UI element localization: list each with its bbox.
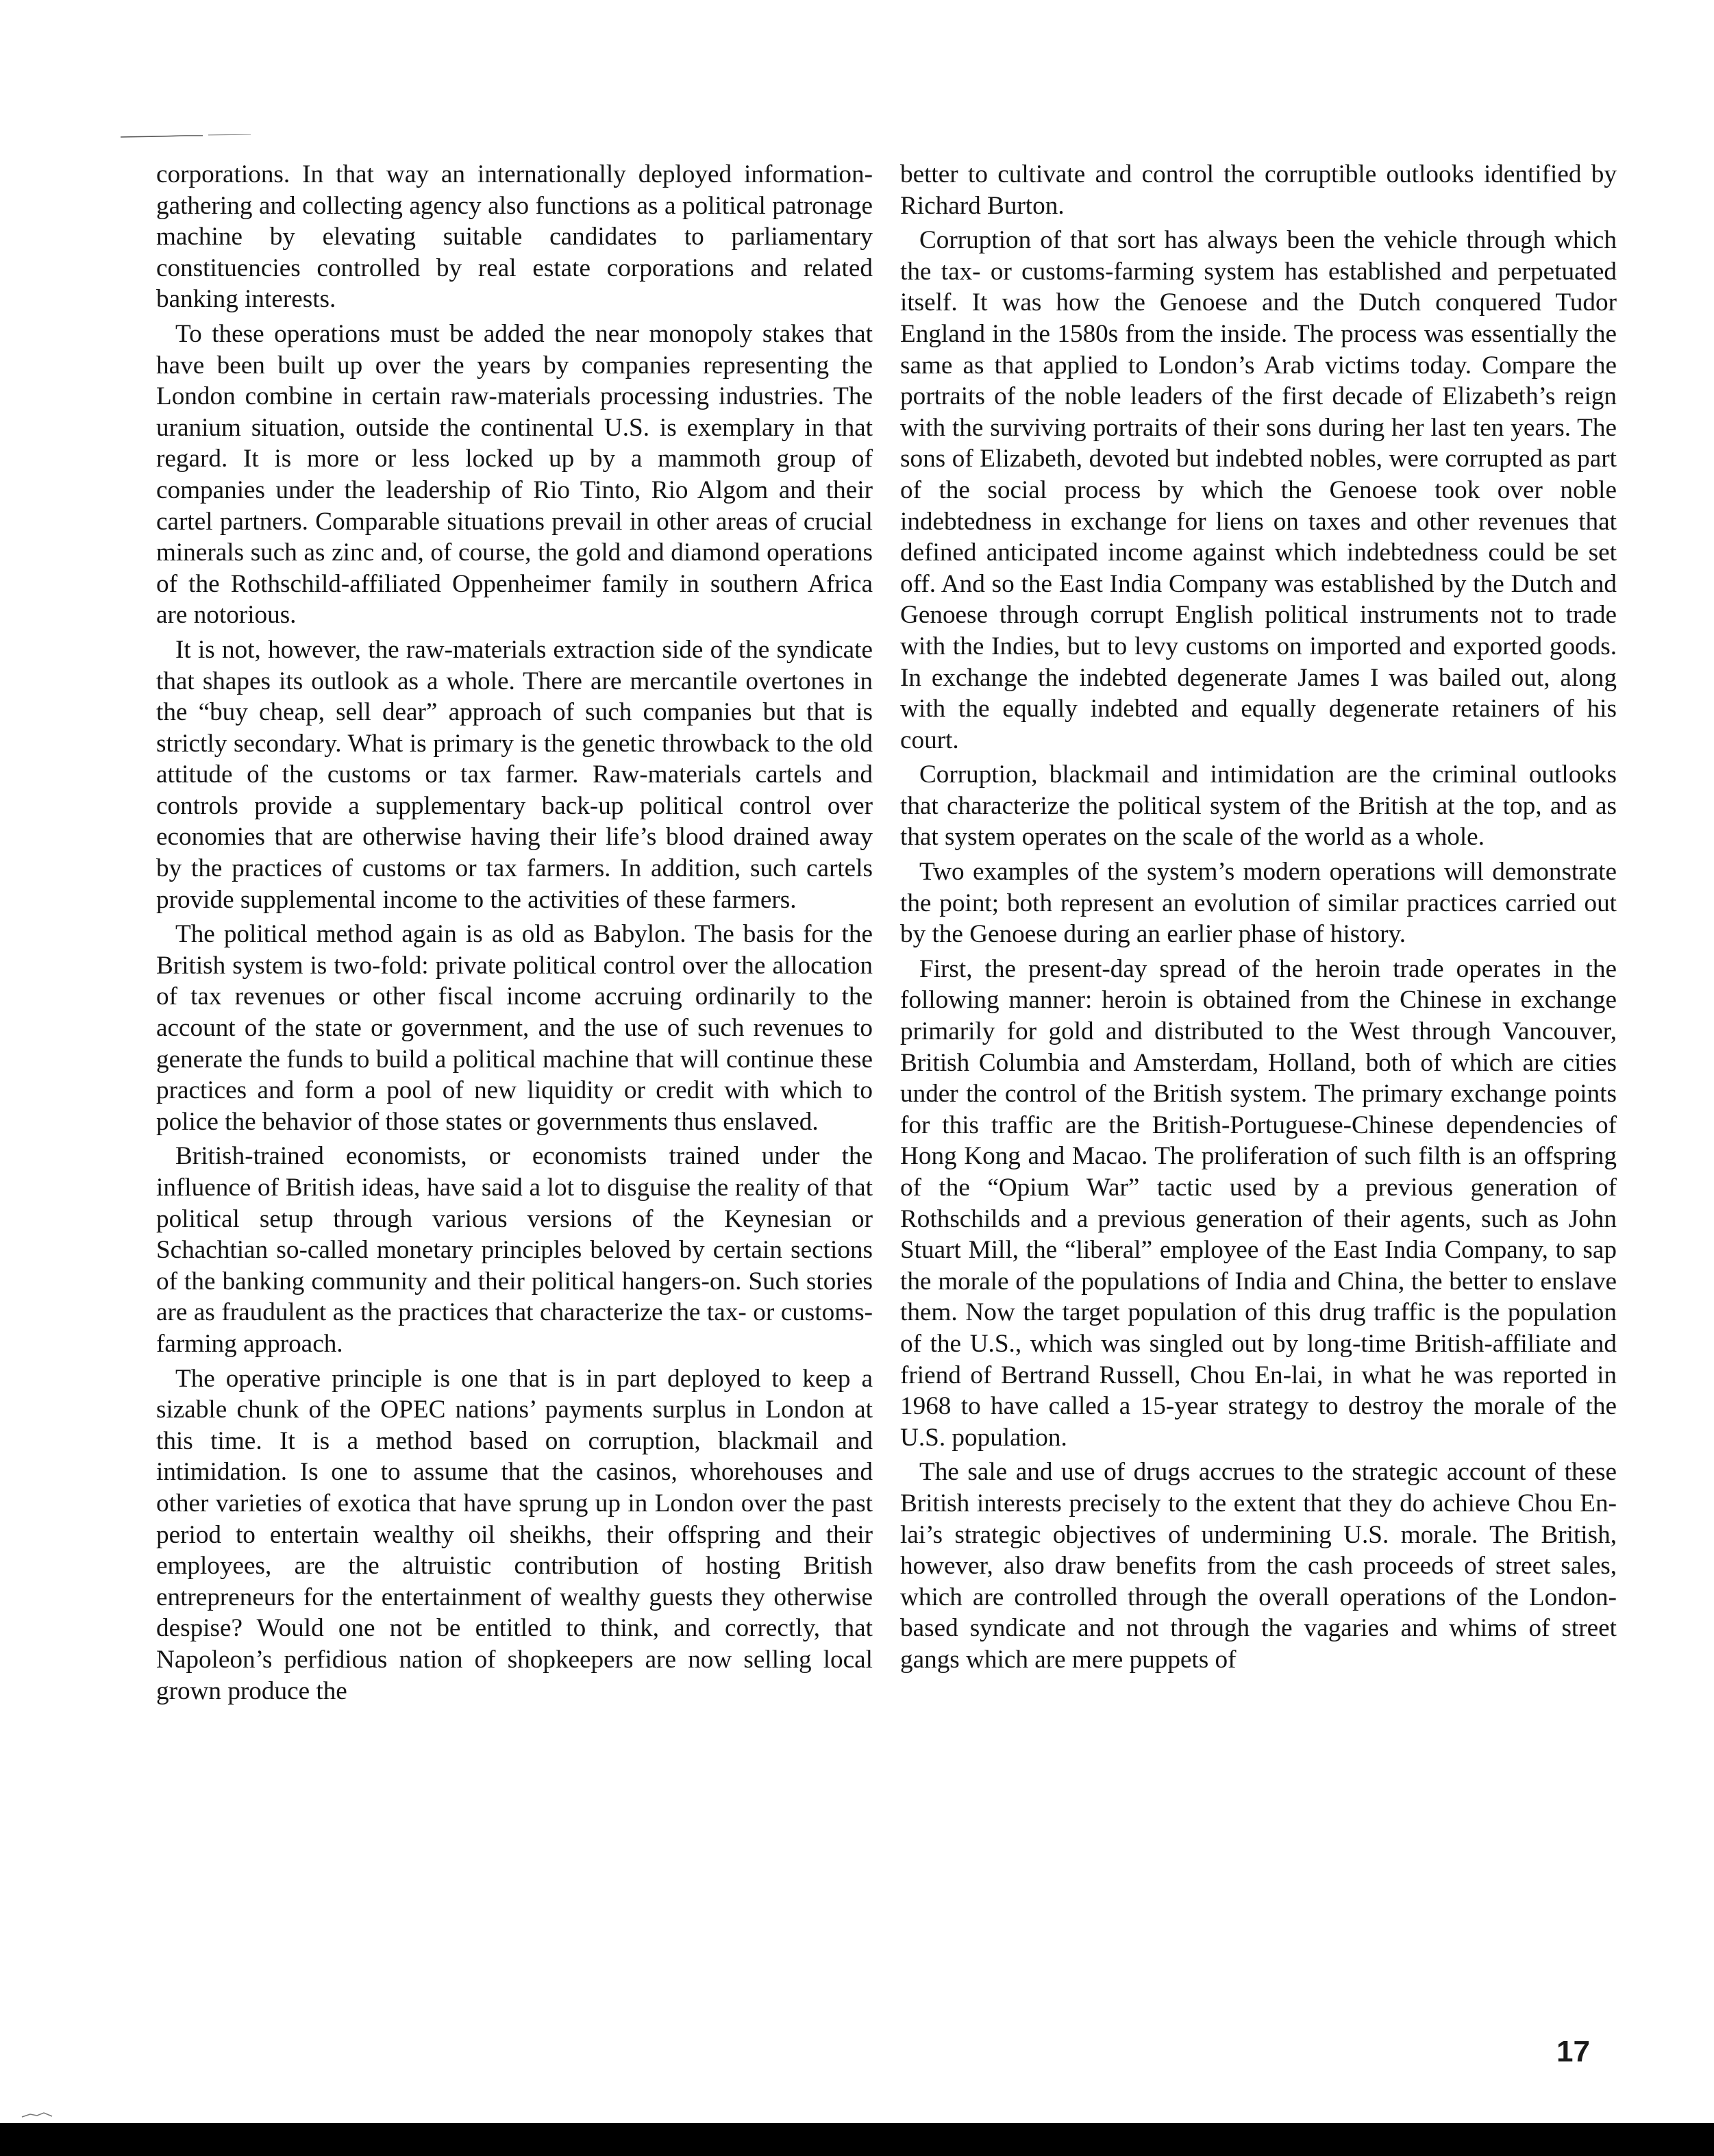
paragraph: The political method again is as old as Babylon. The basis for the British system is two-fold: private political control over the allocation of tax revenues or other fiscal income accruing ordinarily to the account of the state or government, and the use of such revenues to generate the funds to build a political machine that will continue these practices and form a pool of new liquidity or credit with which to police the behavior of those states or governments thus enslaved. — [156, 920, 873, 1136]
page-number: 17 — [1556, 2035, 1590, 2068]
paragraph: The operative principle is one that is in part deployed to keep a sizable chunk of the OPEC nations’ payments surplus in London at this time. It is a method based on corruption, blackmail and intimidation. Is one to assume that the casinos, whorehouses and other varieties of exotica that have sprung up in London over the past period to entertain wealthy oil sheikhs, their offspring and their employees, are the altruistic contribution of hosting British entrepreneurs for the entertainment of wealthy guests they otherwise despise? Would one not be entitled to think, and correctly, that Napoleon’s perfidious nation of shopkeepers are now selling local grown produce the — [156, 1364, 873, 1705]
text-column-left — [156, 159, 873, 1710]
scan-artifact-speck — [21, 2107, 62, 2118]
scan-artifact-line — [121, 134, 251, 138]
paragraph: British-trained economists, or economists trained under the influence of British ideas, have said a lot to disguise the reality of that political setup through various versions of the Keynesian or Schachtian so-called monetary principles beloved by certain sections of the banking community and their political hangers-on. Such stories are as fraudulent as the practices that characterize the tax- or customs-farming approach. — [156, 1142, 873, 1358]
text-column-right — [900, 159, 1617, 1679]
paragraph: better to cultivate and control the corruptible outlooks identified by Richard Burton. — [900, 160, 1617, 220]
paragraph: corporations. In that way an internationally deployed information-gathering and collecting agency also functions as a political patronage machine by elevating suitable candidates to parliamentary constituencies controlled by real estate corporations and related banking interests. — [156, 160, 873, 314]
paragraph: To these operations must be added the near monopoly stakes that have been built up over the years by companies representing the London combine in certain raw-materials processing industries. The uranium situation, outside the continental U.S. is exemplary in that regard. It is more or less locked up by a mammoth group of companies under the leadership of Rio Tinto, Rio Algom and their cartel partners. Comparable situations prevail in other areas of crucial minerals such as zinc and, of course, the gold and diamond operations of the Rothschild-affiliated Oppenheimer family in southern Africa are notorious. — [156, 319, 873, 630]
scan-edge-band — [0, 2123, 1714, 2156]
paragraph: The sale and use of drugs accrues to the strategic account of these British interests precisely to the extent that they do achieve Chou En-lai’s strategic objectives of undermining U.S. morale. The British, however, also draw benefits from the cash proceeds of street sales, which are controlled through the overall operations of the London-based syndicate and not through the vagaries and whims of street gangs which are mere puppets of — [900, 1458, 1617, 1674]
paragraph: It is not, however, the raw-materials extraction side of the syndicate that shapes its outlook as a whole. There are mercantile overtones in the “buy cheap, sell dear” approach of such companies but that is strictly secondary. What is primary is the genetic throwback to the old attitude of the customs or tax farmer. Raw-materials cartels and controls provide a supplementary back-up political control over economies that are otherwise having their life’s blood drained away by the practices of customs or tax farmers. In addition, such cartels provide supplemental income to the activities of these farmers. — [156, 635, 873, 914]
paragraph: Two examples of the system’s modern operations will demonstrate the point; both represent an evolution of similar practices carried out by the Genoese during an earlier phase of history. — [900, 858, 1617, 949]
paragraph: Corruption, blackmail and intimidation are the criminal outlooks that characterize the political system of the British at the top, and as that system operates on the scale of the world as a whole. — [900, 760, 1617, 852]
paragraph: First, the present-day spread of the heroin trade operates in the following manner: heroin is obtained from the Chinese in exchange primarily for gold and distributed to the West through Vancouver, British Columbia and Amsterdam, Holland, both of which are cities under the control of the British system. The primary exchange points for this traffic are the British-Portuguese-Chinese dependencies of Hong Kong and Macao. The proliferation of such filth is an offspring of the “Opium War” tactic used by a previous generation of Rothschilds and a previous generation of their agents, such as John Stuart Mill, the “liberal” employee of the East India Company, to sap the morale of the populations of India and China, the better to enslave them. Now the target population of this drug traffic is the population of the U.S., which was singled out by long-time British-affiliate and friend of Bertrand Russell, Chou En-lai, in what he was reported in 1968 to have called a 15-year strategy to destroy the morale of the U.S. population. — [900, 954, 1617, 1452]
paragraph: Corruption of that sort has always been the vehicle through which the tax- or customs-farming system has established and perpetuated itself. It was how the Genoese and the Dutch conquered Tudor England in the 1580s from the inside. The process was essentially the same as that applied to London’s Arab victims today. Compare the portraits of the noble leaders of the first decade of Elizabeth’s reign with the surviving portraits of their sons during her last ten years. The sons of Elizabeth, devoted but indebted nobles, were corrupted as part of the social process by which the Genoese took over noble indebtedness in exchange for liens on taxes and other revenues that defined anticipated income against which indebtedness could be set off. And so the East India Company was established by the Dutch and Genoese through corrupt English political instruments not to trade with the Indies, but to levy customs on imported and exported goods. In exchange the indebted degenerate James I was bailed out, along with the equally indebted and equally degenerate retainers of his court. — [900, 226, 1617, 754]
